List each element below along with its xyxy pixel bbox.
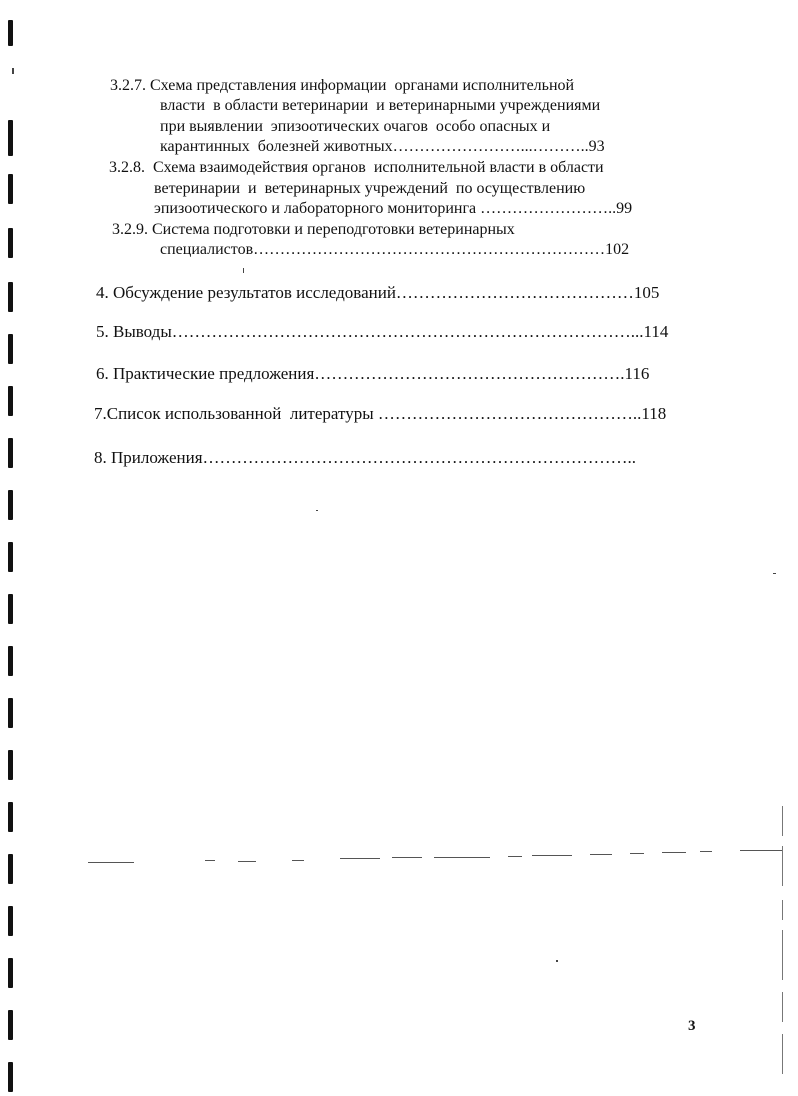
binding-mark	[8, 906, 13, 936]
binding-mark	[8, 958, 13, 988]
toc-line: 3.2.8. Схема взаимодействия органов исполнительной власти в области	[109, 159, 604, 176]
scan-edge	[782, 992, 783, 1022]
scan-line	[434, 857, 490, 858]
binding-mark	[8, 854, 13, 884]
binding-mark	[8, 174, 13, 204]
toc-line: специалистов…………………………………………………………102	[160, 241, 630, 258]
scan-edge	[782, 806, 783, 836]
toc-line: эпизоотического и лабораторного мониторинга ……………………..99	[154, 200, 633, 217]
scan-speck	[243, 268, 244, 273]
scan-line	[340, 858, 380, 859]
scan-edge	[782, 900, 783, 920]
scan-line	[590, 854, 612, 855]
binding-mark	[8, 386, 13, 416]
page-number: 3	[688, 1018, 696, 1034]
toc-line: 6. Практические предложения……………………………………………….116	[96, 364, 650, 383]
scan-line	[392, 857, 422, 858]
scan-line	[662, 852, 686, 853]
binding-mark	[8, 20, 13, 46]
scan-edge	[782, 1034, 783, 1074]
toc-line: 8. Приложения…………………………………………………………………..	[94, 448, 637, 467]
binding-mark	[8, 1010, 13, 1040]
binding-mark	[8, 542, 13, 572]
toc-line: власти в области ветеринарии и ветеринарными учреждениями	[160, 97, 601, 114]
scan-line	[700, 851, 712, 852]
toc-line: 7.Список использованной литературы ………………………………………..118	[94, 404, 667, 423]
binding-mark	[8, 334, 13, 364]
scan-speck	[556, 960, 558, 962]
binding-mark	[8, 228, 13, 258]
scan-speck	[12, 68, 14, 74]
scan-line	[630, 853, 644, 854]
toc-line: 5. Выводы………………………………………………………………………...114	[96, 322, 669, 341]
binding-mark	[8, 750, 13, 780]
toc-line: карантинных болезней животных……………………...………..93	[160, 138, 605, 155]
toc-line: 3.2.9. Система подготовки и переподготовки ветеринарных	[112, 221, 515, 238]
scan-line	[508, 856, 522, 857]
toc-line: 4. Обсуждение результатов исследований……………………………………105	[96, 283, 660, 302]
scan-line	[238, 861, 256, 862]
binding-mark	[8, 120, 13, 156]
scan-edge	[782, 846, 783, 886]
toc-line: 3.2.7. Схема представления информации органами исполнительной	[110, 77, 575, 94]
scan-line	[532, 855, 572, 856]
scan-speck	[773, 573, 776, 574]
scan-line	[88, 862, 134, 863]
binding-mark	[8, 1062, 13, 1092]
toc-line: при выявлении эпизоотических очагов особо опасных и	[160, 118, 551, 135]
toc-line: ветеринарии и ветеринарных учреждений по осуществлению	[154, 180, 586, 197]
scan-line	[205, 860, 215, 861]
scan-edge	[782, 930, 783, 980]
binding-mark	[8, 490, 13, 520]
scan-line	[740, 850, 782, 851]
binding-mark	[8, 594, 13, 624]
scan-line	[292, 860, 304, 861]
binding-mark	[8, 646, 13, 676]
binding-mark	[8, 802, 13, 832]
binding-mark	[8, 282, 13, 312]
binding-mark	[8, 698, 13, 728]
binding-mark	[8, 438, 13, 468]
scan-speck	[316, 510, 318, 511]
